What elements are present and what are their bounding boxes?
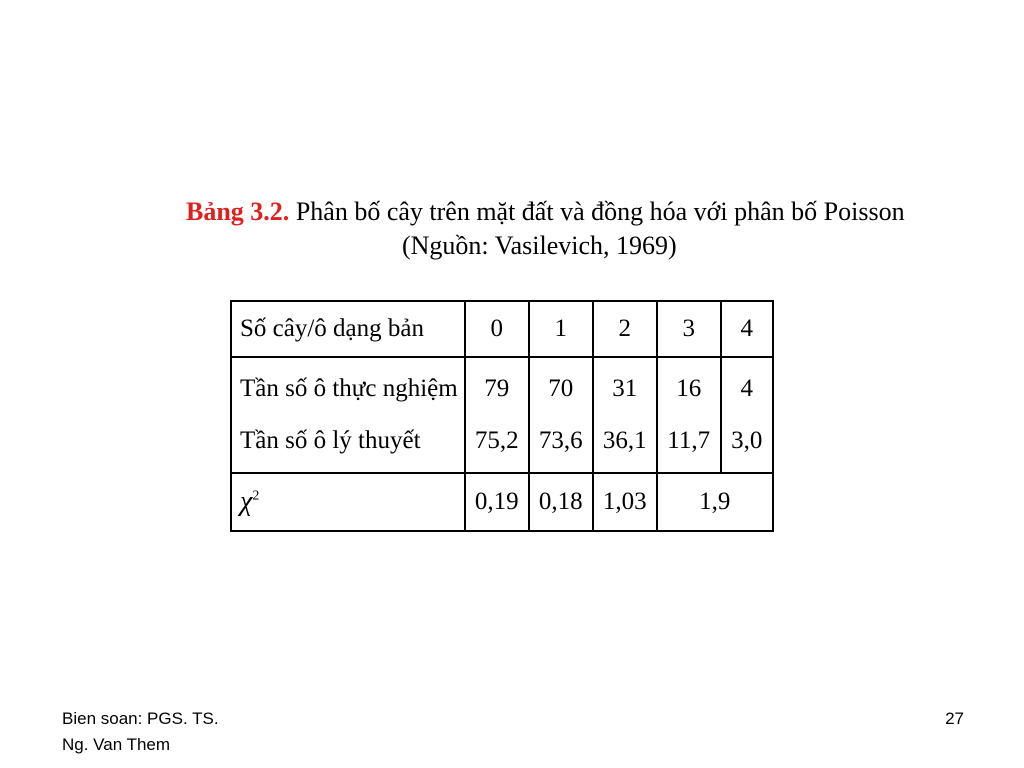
header-cell-0: 0	[465, 301, 529, 357]
header-cell-2: 2	[593, 301, 657, 357]
footer-author	[62, 706, 219, 758]
frequency-cell-4	[721, 357, 773, 473]
table-header-row	[231, 301, 773, 357]
author-line-2: Ng. Van Them	[62, 735, 171, 754]
header-cell-1: 1	[529, 301, 593, 357]
header-cell-3: 3	[657, 301, 721, 357]
header-cell-4: 4	[721, 301, 773, 357]
experimental-value: 4	[740, 375, 753, 402]
experimental-value: 31	[612, 375, 638, 402]
frequency-labels-cell	[231, 357, 465, 473]
chi-square-value: 0,19	[465, 473, 529, 531]
theoretical-value: 75,2	[474, 427, 519, 454]
frequency-cell-0	[465, 357, 529, 473]
frequency-cell-2	[593, 357, 657, 473]
frequency-rows	[231, 357, 773, 473]
chi-square-value: 1,03	[593, 473, 657, 531]
frequency-cell-3	[657, 357, 721, 473]
experimental-value: 79	[484, 375, 510, 402]
table-title: Phân bố cây trên mặt đất và đồng hóa với phân bố Poisson	[295, 197, 905, 226]
poisson-table	[230, 300, 774, 532]
chi-symbol: $\chi^2$	[240, 486, 260, 517]
chi-square-value: 0,18	[529, 473, 593, 531]
experimental-label: Tần số ô thực nghiệm	[240, 375, 458, 402]
author-line-1: Bien soan: PGS. TS.	[62, 709, 219, 728]
chi-square-row	[231, 473, 773, 531]
header-label-cell: Số cây/ô dạng bản	[231, 301, 465, 357]
theoretical-label: Tần số ô lý thuyết	[240, 427, 421, 454]
frequency-cell-1	[529, 357, 593, 473]
table-source: (Nguồn: Vasilevich, 1969)	[402, 231, 677, 260]
table-caption	[186, 195, 905, 263]
experimental-value: 16	[676, 375, 702, 402]
theoretical-value: 3,0	[731, 427, 763, 454]
theoretical-value: 11,7	[667, 427, 711, 454]
theoretical-value: 73,6	[538, 427, 583, 454]
chi-square-label-cell	[231, 473, 465, 531]
page-number: 27	[945, 709, 964, 728]
chi-square-value-merged: 1,9	[657, 473, 773, 531]
table-number: Bảng 3.2.	[186, 197, 290, 226]
theoretical-value: 36,1	[602, 427, 647, 454]
experimental-value: 70	[548, 375, 574, 402]
